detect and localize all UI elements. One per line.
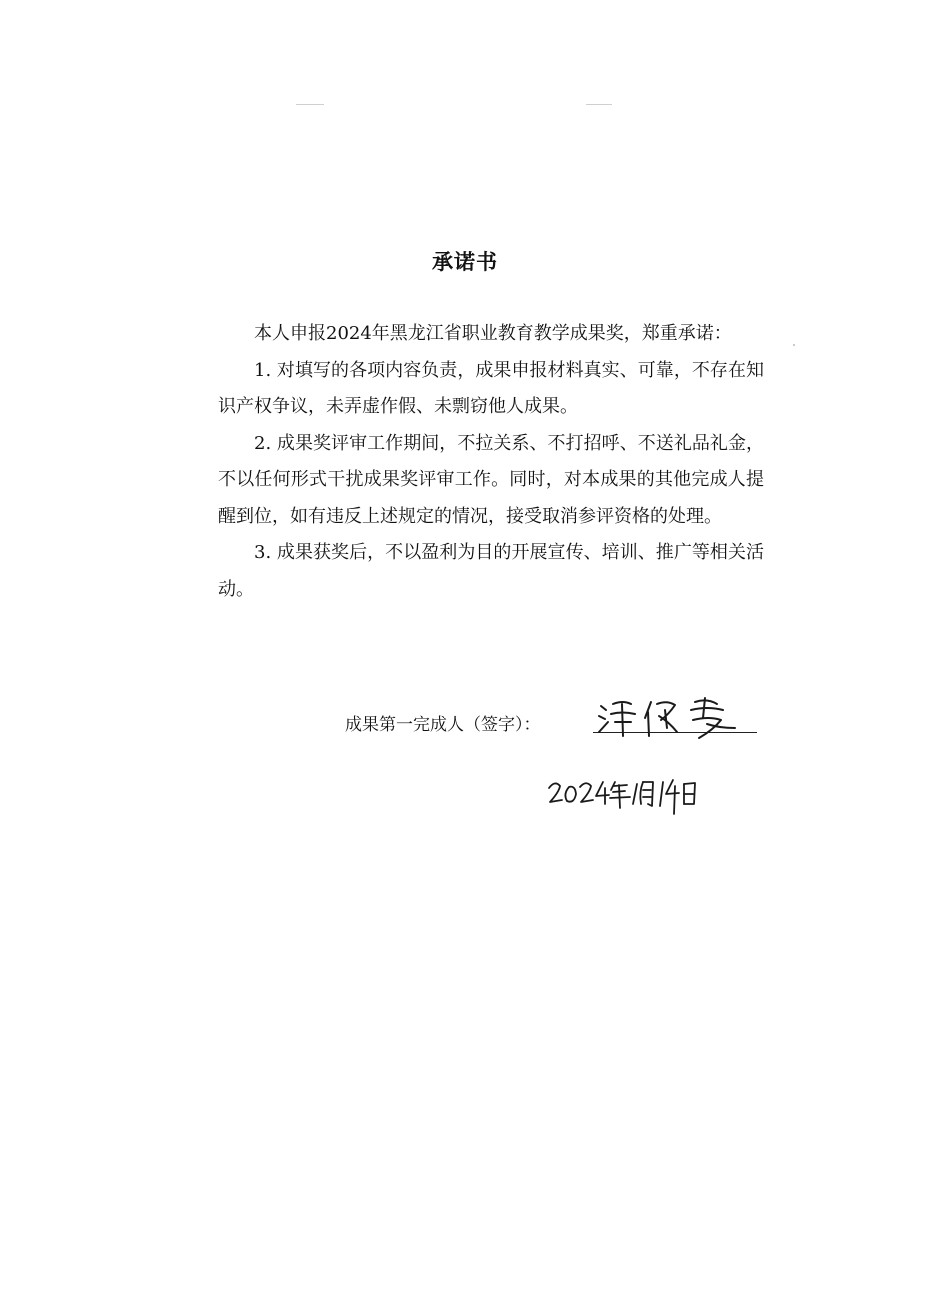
signature-label: 成果第一完成人（签字）： bbox=[345, 715, 541, 735]
handwritten-signature bbox=[595, 692, 745, 742]
document-body bbox=[218, 316, 764, 608]
intro-paragraph: 本人申报2024年黑龙江省职业教育教学成果奖，郑重承诺： bbox=[254, 323, 732, 344]
pledge-item-1: 1. 对填写的各项内容负责，成果申报材料真实、可靠，不存在知识产权争议，未弄虚作假、未剽窃他人成果。 bbox=[218, 359, 764, 417]
scan-artifact bbox=[586, 104, 612, 105]
scan-artifact bbox=[793, 344, 795, 346]
pledge-item-2: 2. 成果奖评审工作期间，不拉关系、不打招呼、不送礼品礼金，不以任何形式干扰成果奖评审工作。同时，对本成果的其他完成人提醒到位，如有违反上述规定的情况，接受取消参评资格的处理。 bbox=[218, 432, 764, 527]
scan-artifact bbox=[296, 104, 324, 105]
handwritten-date bbox=[545, 774, 705, 818]
pledge-item-3: 3. 成果获奖后，不以盈利为目的开展宣传、培训、推广等相关活动。 bbox=[218, 542, 764, 600]
document-title: 承诺书 bbox=[432, 250, 498, 274]
signature-row bbox=[345, 706, 765, 740]
